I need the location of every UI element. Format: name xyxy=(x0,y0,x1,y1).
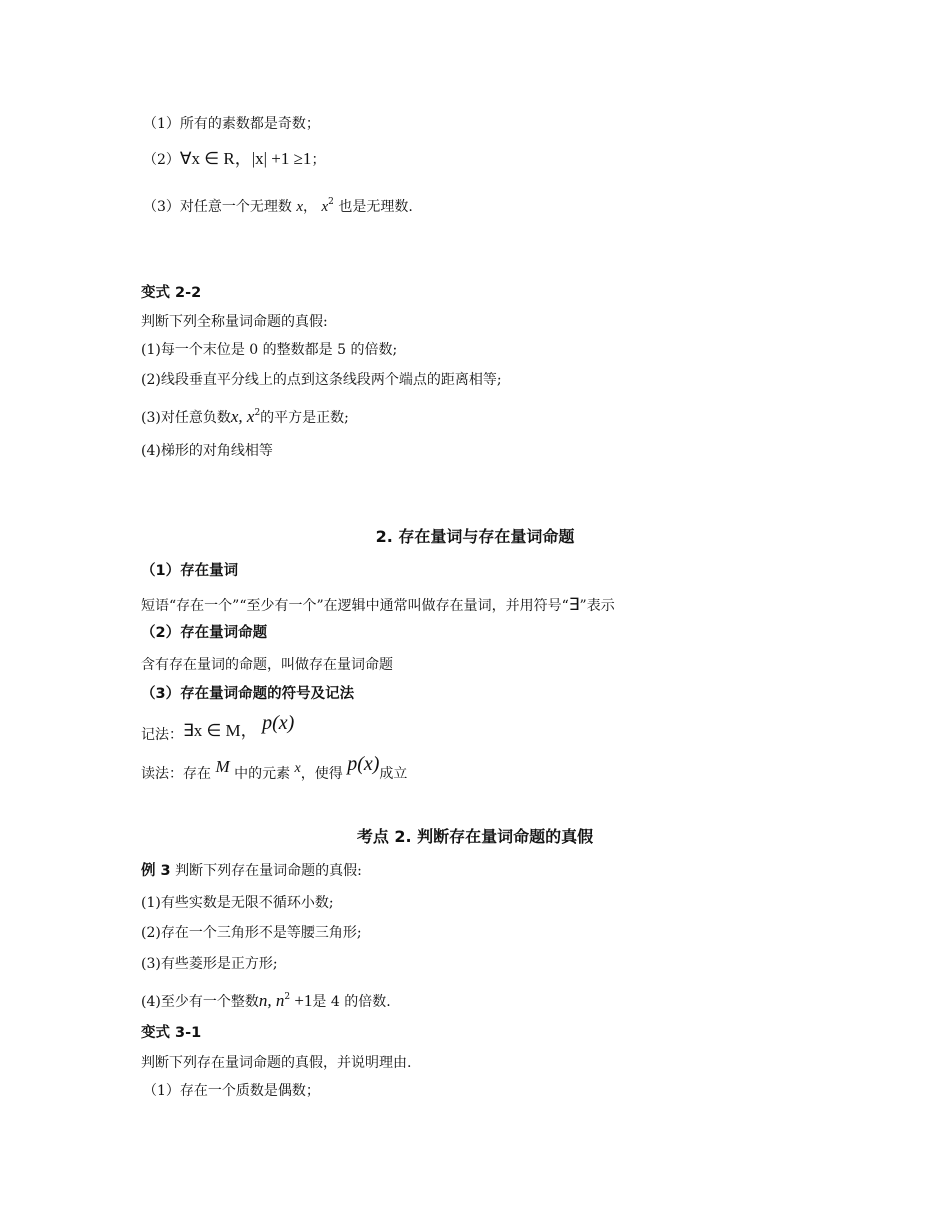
variant-3-1-intro: 判断下列存在量词命题的真假，并说明理由. xyxy=(141,1055,412,1071)
reading-end: 成立 xyxy=(379,766,408,782)
variant-2-2-q2: (2)线段垂直平分线上的点到这条线段两个端点的距离相等; xyxy=(141,372,502,388)
section-2-heading-3: （3）存在量词命题的符号及记法 xyxy=(141,686,355,702)
reading-line xyxy=(141,753,408,782)
example-3-q4 xyxy=(141,988,391,1011)
reading-element: x xyxy=(294,761,301,776)
example-3-q1: (1)有些实数是无限不循环小数; xyxy=(141,895,334,911)
section-2-paragraph-1 xyxy=(141,596,615,615)
statement-2-label: （2） xyxy=(143,152,180,168)
variant-3-1-q1: （1）存在一个质数是偶数； xyxy=(143,1083,320,1099)
notation-label: 记法： xyxy=(141,727,183,743)
section-2-title: 2. 存在量词与存在量词命题 xyxy=(375,527,575,546)
statement-2 xyxy=(143,150,325,169)
statement-3-expr: x xyxy=(321,199,329,215)
variant-2-2-q4: (4)梯形的对角线相等 xyxy=(141,443,273,459)
variant-2-2-q3-exponent: 2 xyxy=(254,408,261,418)
statement-1: （1）所有的素数都是奇数； xyxy=(143,116,320,132)
variant-2-2-q3-var: x, x xyxy=(230,407,255,426)
reading-predicate: p(x) xyxy=(347,753,380,775)
notation-predicate: p(x) xyxy=(262,712,295,734)
reading-set: M xyxy=(215,757,230,776)
variant-2-2-q1: (1)每一个末位是 0 的整数都是 5 的倍数; xyxy=(141,342,398,358)
statement-3-end: 也是无理数. xyxy=(338,199,413,215)
statement-3-prefix: （3）对任意一个无理数 xyxy=(143,199,292,215)
variant-3-1-title: 变式 3-1 xyxy=(141,1025,202,1041)
variant-2-2-q3-end: 的平方是正数; xyxy=(260,410,349,426)
statement-2-end: ； xyxy=(311,152,326,168)
example-3-q2: (2)存在一个三角形不是等腰三角形; xyxy=(141,925,362,941)
kaodian-2-title: 考点 2. 判断存在量词命题的真假 xyxy=(356,827,594,846)
example-3-q3: (3)有些菱形是正方形; xyxy=(141,956,278,972)
variant-2-2-q3-prefix: (3)对任意负数 xyxy=(141,410,231,426)
variant-2-2-intro: 判断下列全称量词命题的真假: xyxy=(141,314,328,330)
example-3-q4-var: n, n xyxy=(258,991,285,1010)
example-3-q4-prefix: (4)至少有一个整数 xyxy=(141,994,259,1010)
reading-comma: ，使得 xyxy=(300,766,343,782)
statement-2-formula: ∀x ∈ R，|x| +1 ≥1 xyxy=(179,149,312,168)
notation-formula: ∃x ∈ M， xyxy=(183,721,258,740)
reading-mid: 中的元素 xyxy=(234,766,291,782)
paragraph-1-prefix: 短语“存在一个”“至少有一个”在逻辑中通常叫做存在量词，并用符号“ xyxy=(141,598,569,614)
example-3-label: 例 3 xyxy=(141,863,171,879)
exists-symbol: ∃ xyxy=(568,595,580,614)
variant-2-2-title: 变式 2-2 xyxy=(141,285,202,301)
section-2-heading-2: （2）存在量词命题 xyxy=(141,625,268,641)
paragraph-1-end: ”表示 xyxy=(579,598,615,614)
example-3-q4-exponent: 2 xyxy=(284,992,291,1002)
statement-3-var: x xyxy=(296,199,304,215)
section-2-paragraph-2: 含有存在量词的命题，叫做存在量词命题 xyxy=(141,657,393,673)
example-3-q4-end: 是 4 的倍数. xyxy=(312,994,391,1010)
example-3-q4-plus: +1 xyxy=(290,991,313,1010)
example-3-intro xyxy=(141,862,362,880)
reading-label: 读法：存在 xyxy=(141,766,211,782)
statement-3-exponent: 2 xyxy=(328,197,334,207)
notation-line xyxy=(141,712,295,743)
variant-2-2-q3 xyxy=(141,404,349,427)
example-3-text: 判断下列存在量词命题的真假: xyxy=(175,863,362,879)
statement-3: （3）对任意一个无理数 x， $x^2$ 也是无理数. xyxy=(143,197,413,215)
section-2-heading-1: （1）存在量词 xyxy=(141,563,239,579)
